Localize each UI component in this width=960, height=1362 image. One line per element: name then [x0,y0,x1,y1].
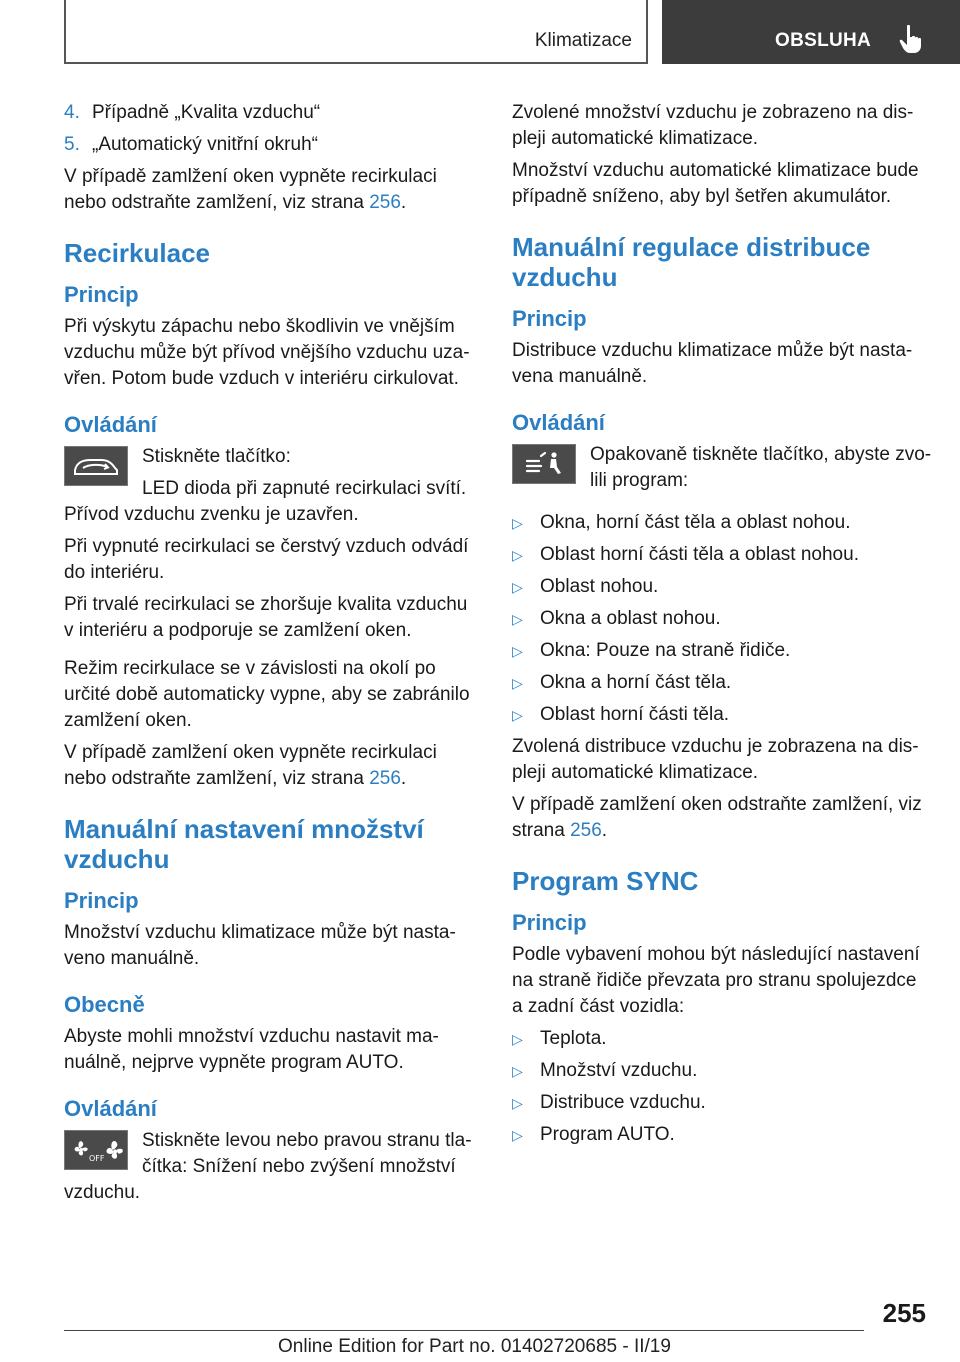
heading-recirculation: Recirkulace [64,238,210,268]
recirculation-button-icon [64,446,128,486]
triangle-bullet-icon: ▷ [512,515,523,531]
list-number: 5. [64,134,80,155]
paragraph-fog: V případě zamlžení oken vypněte recirkulaci nebo odstraňte zamlžení, viz strana 256. [64,166,437,213]
list-text: „Automatický vnitřní okruh“ [92,134,318,155]
paragraph-press-distribution: Opakovaně tiskněte tlačítko, abyste zvolili program: [590,444,932,491]
triangle-bullet-icon: ▷ [512,675,523,691]
paragraph-distribution-display: Zvolená distribuce vzduchu je zobrazena na displeji automatické klimatizace. [512,736,919,783]
pointing-hand-icon [898,24,924,54]
page-link[interactable]: 256 [369,192,401,213]
paragraph-principle: Množství vzduchu klimatizace může být nastaveno manuálně. [64,922,456,969]
list-item [512,638,932,664]
paragraph-off: Při vypnuté recirkulaci se čerstvý vzduch odvádí do interiéru. [64,536,469,583]
list-item [512,606,932,632]
right-column [512,100,932,1154]
triangle-bullet-icon: ▷ [512,1031,523,1047]
heading-manual-air-amount: Manuální nastavení množství vzduchu [64,814,424,874]
list-text: Okna a oblast nohou. [540,608,721,629]
heading-principle: Princip [64,282,139,307]
paragraph-press-fan: Stiskněte levou nebo pravou stranu tlačítka: Snížení nebo zvýšení množství vzduchu. [64,1130,472,1203]
heading-general: Obecně [64,992,145,1017]
paragraph-press-button: Stiskněte tlačítko: [142,446,291,467]
list-text: Teplota. [540,1028,607,1049]
heading-operation: Ovládání [64,412,157,437]
paragraph-mode: Režim recirkulace se v závislosti na okolí po určité době automaticky vypne, aby se zabránilo zamlžení oken. [64,658,470,731]
triangle-bullet-icon: ▷ [512,1127,523,1143]
list-number: 4. [64,102,80,123]
triangle-bullet-icon: ▷ [512,611,523,627]
footer-edition: Online Edition for Part no. 01402720685 - II/19 [278,1336,671,1357]
header-chapter-box [64,0,648,64]
list-item [512,1058,932,1084]
heading-operation: Ovládání [512,410,605,435]
heading-principle: Princip [64,888,139,913]
list-text: Okna a horní část těla. [540,672,732,693]
paragraph-fog: V případě zamlžení oken odstraňte zamlžení, viz strana 256. [512,794,922,841]
page-link[interactable]: 256 [570,820,602,841]
left-column [64,100,480,1212]
paragraph-sync: Podle vybavení mohou být následující nastavení na straně řidiče převzata pro stranu spolujezdce a zadní část vozidla: [512,944,920,1017]
list-item [64,132,480,158]
paragraph-general: Abyste mohli množství vzduchu nastavit manuálně, nejprve vypněte program AUTO. [64,1026,439,1073]
list-text: Případně „Kvalita vzduchu“ [92,102,321,123]
list-item [64,100,480,126]
paragraph-principle: Distribuce vzduchu klimatizace může být nastavena manuálně. [512,340,913,387]
triangle-bullet-icon: ▷ [512,1063,523,1079]
list-text: Oblast horní části těla a oblast nohou. [540,544,859,565]
footer-divider [64,1330,864,1331]
list-text: Okna, horní část těla a oblast nohou. [540,512,851,533]
header-chapter-title: Klimatizace [534,30,632,51]
list-item [512,510,932,536]
list-item [512,670,932,696]
paragraph-principle: Při výskytu zápachu nebo škodlivin ve vnějším vzduchu může být přívod vnějšího vzduchu uzavřen. Potom bude vzduch v interiéru cirkulovat. [64,316,470,389]
page-number: 255 [882,1298,926,1328]
list-item [512,542,932,568]
triangle-bullet-icon: ▷ [512,707,523,723]
list-item [512,1122,932,1148]
heading-operation: Ovládání [64,1096,157,1121]
list-item [512,702,932,728]
fan-button-icon [64,1130,128,1170]
paragraph-display: Zvolené množství vzduchu je zobrazeno na displeji automatické klimatizace. [512,102,914,149]
heading-principle: Princip [512,910,587,935]
triangle-bullet-icon: ▷ [512,643,523,659]
header-section-tab[interactable] [662,0,960,64]
triangle-bullet-icon: ▷ [512,1095,523,1111]
air-distribution-button-icon [512,444,576,484]
paragraph-led: LED dioda při zapnuté recirkulaci svítí. Přívod vzduchu zvenku je uzavřen. [64,478,467,525]
page-link[interactable]: 256 [369,768,401,789]
heading-sync: Program SYNC [512,866,699,896]
paragraph-fog: V případě zamlžení oken vypněte recirkulaci nebo odstraňte zamlžení, viz strana 256. [64,742,437,789]
list-text: Oblast horní části těla. [540,704,730,725]
list-item [512,574,932,600]
paragraph-battery: Množství vzduchu automatické klimatizace bude případně sníženo, aby byl šetřen akumulátor. [512,160,919,207]
list-text: Oblast nohou. [540,576,659,597]
list-text: Program AUTO. [540,1124,675,1145]
triangle-bullet-icon: ▷ [512,579,523,595]
triangle-bullet-icon: ▷ [512,547,523,563]
header-section-label: OBSLUHA [775,30,872,51]
paragraph-permanent: Při trvalé recirkulaci se zhoršuje kvalita vzduchu v interiéru a podporuje se zamlžení oken. [64,594,468,641]
list-text: Distribuce vzduchu. [540,1092,706,1113]
svg-text:OFF: OFF [89,1154,105,1163]
heading-manual-distribution: Manuální regulace distribuce vzduchu [512,232,871,292]
list-text: Množství vzduchu. [540,1060,698,1081]
list-item [512,1026,932,1052]
heading-principle: Princip [512,306,587,331]
list-item [512,1090,932,1116]
list-text: Okna: Pouze na straně řidiče. [540,640,791,661]
